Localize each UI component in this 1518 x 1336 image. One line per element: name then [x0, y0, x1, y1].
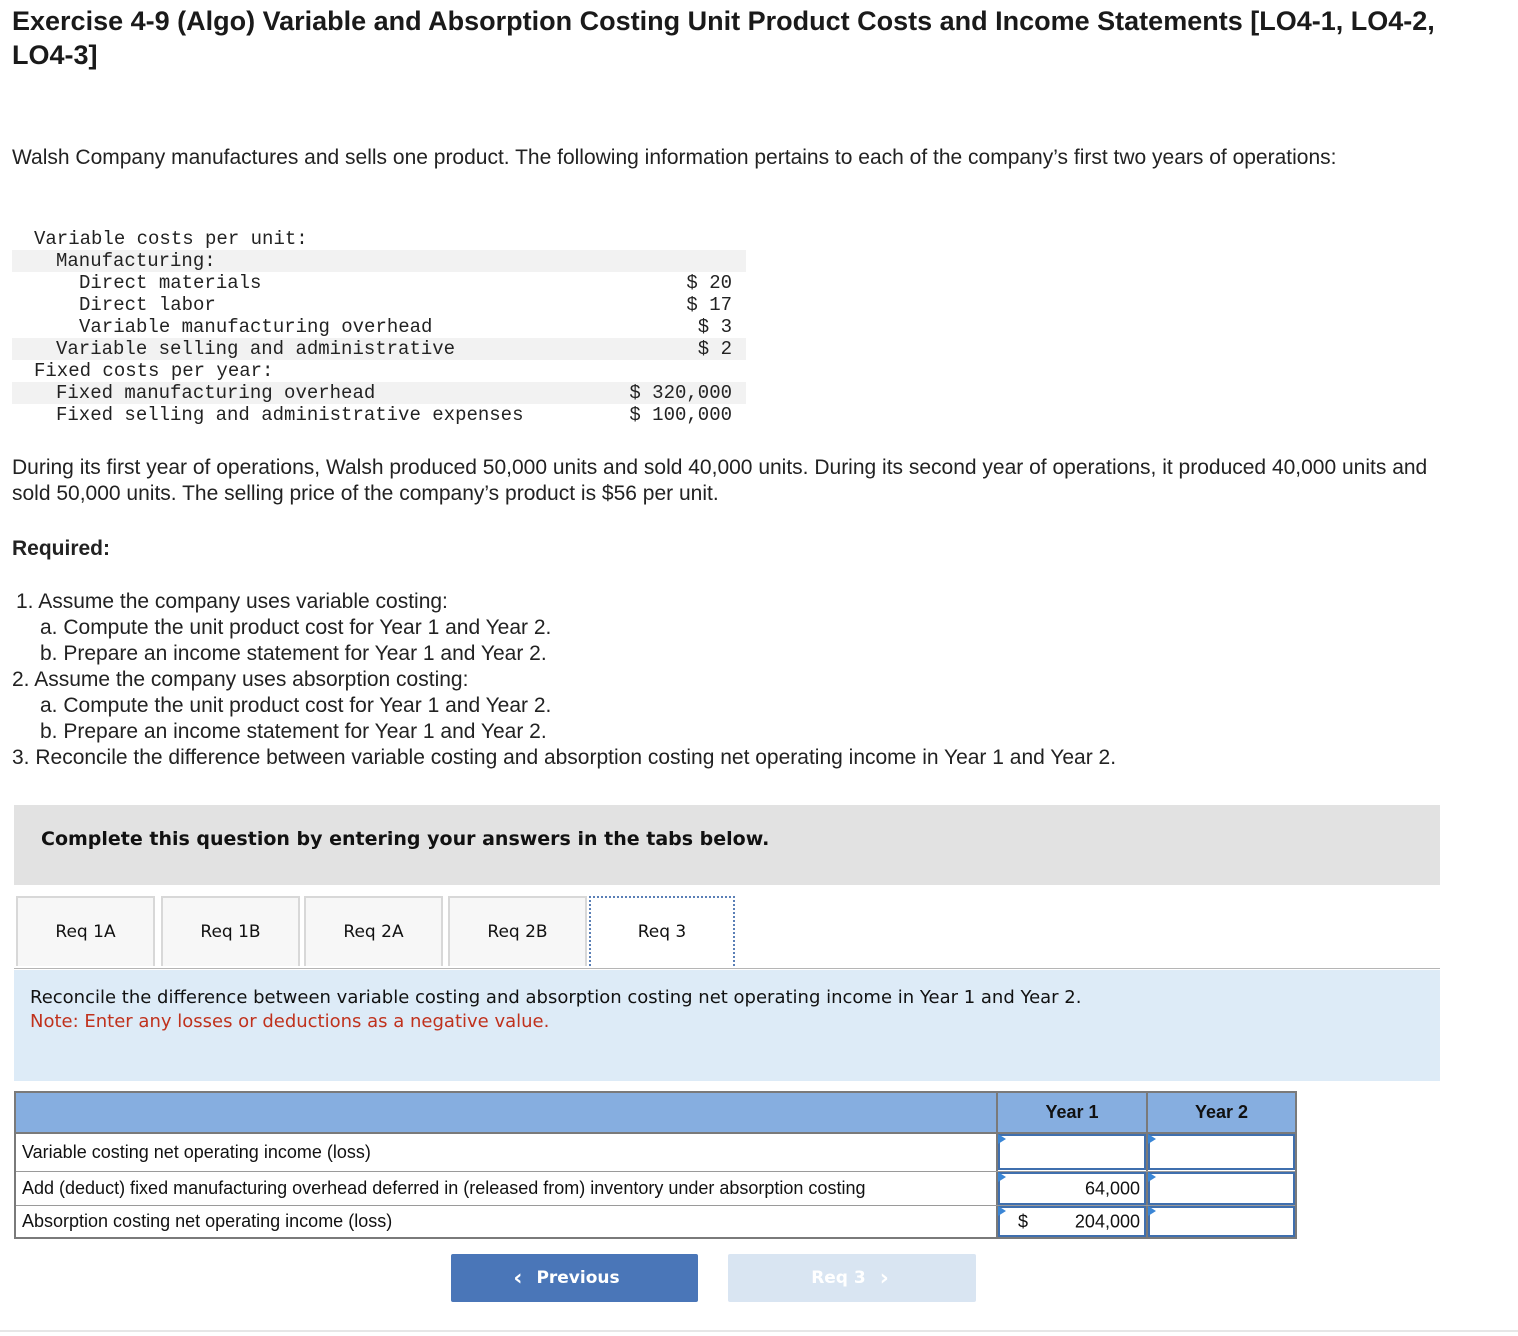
- exercise-title: Exercise 4-9 (Algo) Variable and Absorption Costing Unit Product Costs and Income Statements [LO4-1, LO4-2, LO4-3]: [12, 6, 1435, 70]
- tab-req-2b[interactable]: Req 2B: [448, 896, 587, 966]
- reconciliation-grid: [14, 1091, 1297, 1239]
- dollar-sign: $: [1018, 1211, 1029, 1231]
- manufacturing-header: Manufacturing:: [56, 250, 216, 272]
- previous-button[interactable]: [451, 1254, 698, 1302]
- input-flag-icon: [1148, 1206, 1156, 1216]
- requirement-1: 1. Assume the company uses variable costing:: [16, 590, 448, 613]
- requirement-3: 3. Reconcile the difference between variable costing and absorption costing net operating income in Year 1 and Year 2.: [12, 746, 1117, 769]
- tab-req-1b[interactable]: Req 1B: [161, 896, 300, 966]
- requirement-1b: b. Prepare an income statement for Year 1 and Year 2.: [40, 642, 547, 665]
- previous-label: Previous: [536, 1268, 620, 1288]
- variable-sga-value: $ 2: [697, 338, 732, 360]
- variable-mfg-overhead-row: [12, 316, 746, 338]
- next-button[interactable]: [728, 1254, 976, 1302]
- grid-header-row: [16, 1093, 1295, 1134]
- input-flag-icon: [1148, 1172, 1156, 1182]
- fixed-mfg-overhead-value: $ 320,000: [629, 382, 732, 404]
- bottom-divider: [0, 1330, 1518, 1332]
- requirements-list: [12, 589, 1452, 771]
- direct-materials-value: $ 20: [686, 272, 732, 294]
- required-heading: Required:: [12, 537, 111, 560]
- fixed-mfg-overhead-label: Fixed manufacturing overhead: [56, 382, 376, 404]
- variable-sga-label: Variable selling and administrative: [56, 338, 456, 360]
- requirement-2: 2. Assume the company uses absorption costing:: [12, 668, 469, 691]
- manufacturing-header-row: [12, 250, 746, 272]
- input-variable-noi-year2[interactable]: [1148, 1134, 1295, 1170]
- variable-costs-header: Variable costs per unit:: [34, 228, 308, 250]
- direct-labor-row: [12, 294, 746, 316]
- input-variable-noi-year1[interactable]: [998, 1134, 1146, 1170]
- tab-req-3[interactable]: Req 3: [589, 896, 735, 966]
- direct-materials-label: Direct materials: [79, 272, 262, 294]
- chevron-right-icon: ›: [879, 1265, 889, 1291]
- next-label: Req 3: [811, 1268, 866, 1288]
- banner-text: Complete this question by entering your answers in the tabs below.: [41, 828, 770, 850]
- fixed-mfg-overhead-row: [12, 382, 746, 404]
- tab-instruction-text: Reconcile the difference between variable costing and absorption costing net operating income in Year 1 and Year 2.: [30, 987, 1082, 1008]
- input-flag-icon: [998, 1134, 1006, 1144]
- requirement-tabs: [16, 896, 1440, 970]
- input-absorption-noi-year1[interactable]: $ 204,000: [998, 1206, 1146, 1237]
- direct-materials-row: [12, 272, 746, 294]
- direct-labor-value: $ 17: [686, 294, 732, 316]
- tab-req-2a[interactable]: Req 2A: [304, 896, 443, 966]
- tabs-divider: [14, 968, 1440, 969]
- col-header-year1: Year 1: [1045, 1102, 1099, 1122]
- intro-paragraph: Walsh Company manufactures and sells one product. The following information pertains to each of the company’s first two years of operations:: [12, 146, 1337, 169]
- fixed-sga-label: Fixed selling and administrative expenses: [56, 404, 524, 426]
- tab-note-text: Note: Enter any losses or deductions as a negative value.: [30, 1011, 550, 1032]
- row-label-fmoh-adjustment: Add (deduct) fixed manufacturing overhead deferred in (released from) inventory under absorption costing: [22, 1178, 866, 1198]
- variable-costs-header-row: [12, 228, 746, 250]
- tab-instructions-panel: [14, 970, 1440, 1081]
- operations-paragraph: During its first year of operations, Walsh produced 50,000 units and sold 40,000 units. During its second year of operations, it produced 40,000 units and sold 50,000 units. The selling price of the company’s product is $56 per unit.: [12, 456, 1428, 505]
- input-flag-icon: [998, 1172, 1006, 1182]
- input-flag-icon: [998, 1206, 1006, 1216]
- variable-mfg-overhead-label: Variable manufacturing overhead: [79, 316, 433, 338]
- requirement-2b: b. Prepare an income statement for Year 1 and Year 2.: [40, 720, 547, 743]
- requirement-1a: a. Compute the unit product cost for Year 1 and Year 2.: [40, 616, 552, 639]
- input-absorption-noi-year2[interactable]: [1148, 1206, 1295, 1237]
- instructions-banner: [14, 805, 1440, 885]
- variable-sga-row: [12, 338, 746, 360]
- fixed-costs-header: Fixed costs per year:: [34, 360, 274, 382]
- direct-labor-label: Direct labor: [79, 294, 216, 316]
- fixed-sga-value: $ 100,000: [629, 404, 732, 426]
- chevron-left-icon: ‹: [513, 1265, 523, 1291]
- col-header-year2: Year 2: [1194, 1102, 1249, 1122]
- row-label-absorption-noi: Absorption costing net operating income (loss): [22, 1211, 393, 1231]
- fixed-sga-row: [12, 404, 746, 426]
- input-flag-icon: [1148, 1134, 1156, 1144]
- input-fmoh-adjustment-year2[interactable]: [1148, 1172, 1295, 1205]
- fixed-costs-header-row: [12, 360, 746, 382]
- variable-mfg-overhead-value: $ 3: [697, 316, 732, 338]
- input-fmoh-adjustment-year1[interactable]: 64,000: [998, 1172, 1146, 1205]
- row-label-variable-noi: Variable costing net operating income (loss): [22, 1142, 371, 1162]
- requirement-2a: a. Compute the unit product cost for Year 1 and Year 2.: [40, 694, 552, 717]
- tab-req-1a[interactable]: Req 1A: [16, 896, 155, 966]
- cost-data-table: [12, 228, 746, 426]
